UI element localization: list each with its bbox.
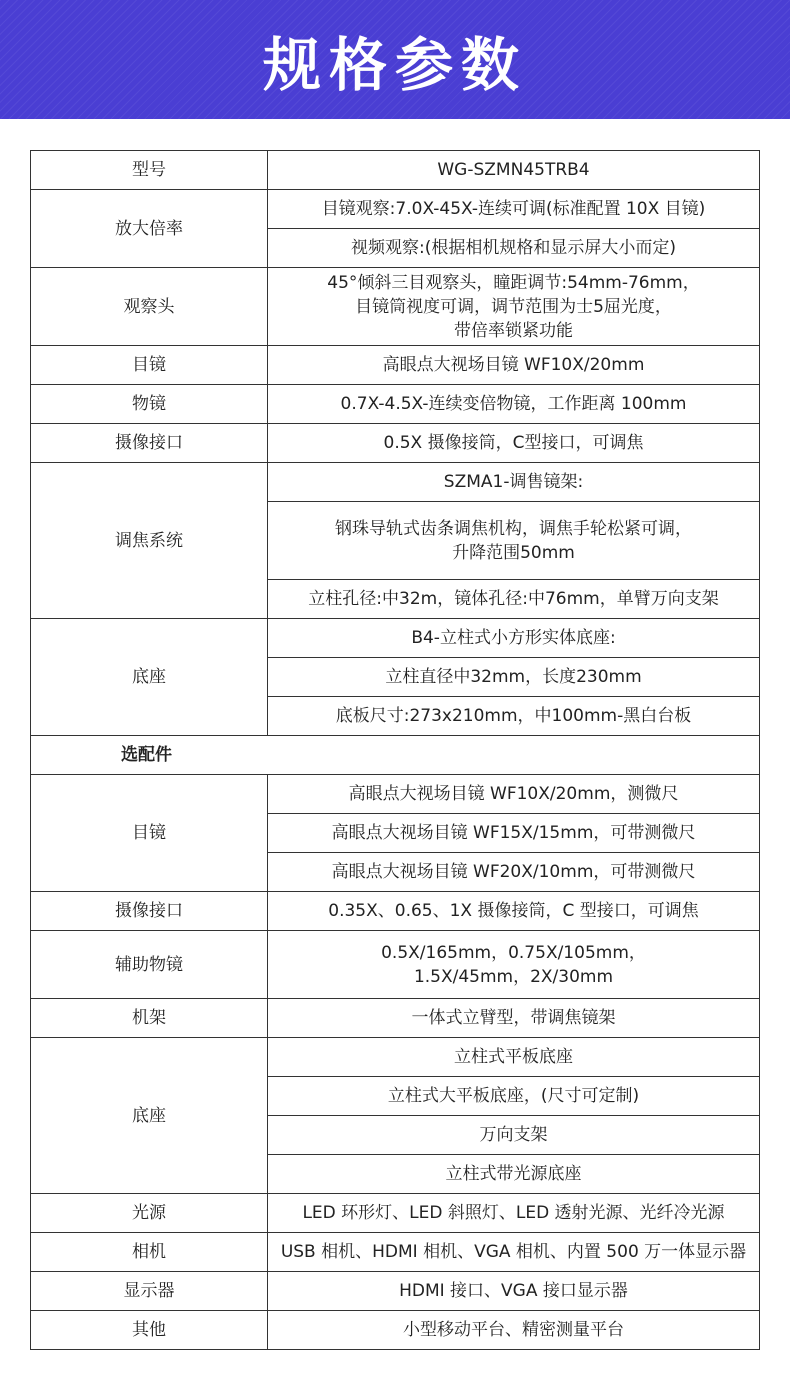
row-value-focus-1: SZMA1-调售镜架: [268, 463, 760, 502]
table-row [31, 424, 760, 463]
table-row [31, 775, 760, 814]
table-row [31, 268, 760, 346]
opt-value-display: HDMI 接口、VGA 接口显示器 [268, 1272, 760, 1311]
row-value-model: WG-SZMN45TRB4 [268, 151, 760, 190]
opt-value-base-1: 立柱式平板底座 [268, 1038, 760, 1077]
opt-label-light: 光源 [31, 1194, 268, 1233]
row-value-focus-2 [268, 502, 760, 580]
row-label-objective: 物镜 [31, 385, 268, 424]
table-row [31, 736, 760, 775]
row-value-camera-port: 0.5X 摄像接筒，C型接口，可调焦 [268, 424, 760, 463]
row-value-base-3: 底板尺寸:273x210mm，中100mm-黑白台板 [268, 697, 760, 736]
row-value-eyepiece: 高眼点大视场目镜 WF10X/20mm [268, 346, 760, 385]
table-row [31, 1311, 760, 1350]
table-row [31, 190, 760, 229]
row-label-model: 型号 [31, 151, 268, 190]
table-row [31, 1038, 760, 1077]
options-section-title: 选配件 [31, 736, 760, 775]
page-title: 规格参数 [262, 30, 527, 99]
opt-value-base-3: 万向支架 [268, 1116, 760, 1155]
aux-line-2: 1.5X/45mm，2X/30mm [413, 966, 614, 987]
spec-table [30, 150, 760, 1350]
row-value-magnification-2: 视频观察:(根据相机规格和显示屏大小而定) [268, 229, 760, 268]
row-value-base-1: B4-立柱式小方形实体底座: [268, 619, 760, 658]
opt-value-base-4: 立柱式带光源底座 [268, 1155, 760, 1194]
table-row [31, 999, 760, 1038]
row-value-magnification-1: 目镜观察:7.0X-45X-连续可调(标准配置 10X 目镜) [268, 190, 760, 229]
row-value-base-2: 立柱直径中32mm，长度230mm [268, 658, 760, 697]
table-row [31, 1233, 760, 1272]
opt-label-aux: 辅助物镜 [31, 931, 268, 999]
opt-label-camera-port: 摄像接口 [31, 892, 268, 931]
opt-label-display: 显示器 [31, 1272, 268, 1311]
row-label-focus: 调焦系统 [31, 463, 268, 619]
row-label-eyepiece: 目镜 [31, 346, 268, 385]
opt-label-other: 其他 [31, 1311, 268, 1350]
opt-value-aux [268, 931, 760, 999]
head-line-2: 目镜筒视度可调，调节范围为士5屈光度， [355, 296, 672, 317]
table-row [31, 151, 760, 190]
table-row [31, 931, 760, 999]
table-row [31, 385, 760, 424]
head-line-1: 45°倾斜三目观察头，瞳距调节:54mm-76mm， [327, 272, 700, 293]
table-row [31, 1194, 760, 1233]
row-label-camera-port: 摄像接口 [31, 424, 268, 463]
opt-value-other: 小型移动平台、精密测量平台 [268, 1311, 760, 1350]
row-value-focus-3: 立柱孔径:中32m，镜体孔径:中76mm，单臂万向支架 [268, 580, 760, 619]
opt-value-eyepiece-3: 高眼点大视场目镜 WF20X/10mm，可带测微尺 [268, 853, 760, 892]
opt-value-camera-port: 0.35X、0.65、1X 摄像接筒，C 型接口，可调焦 [268, 892, 760, 931]
table-row [31, 463, 760, 502]
opt-label-camera: 相机 [31, 1233, 268, 1272]
opt-value-light: LED 环形灯、LED 斜照灯、LED 透射光源、光纤冷光源 [268, 1194, 760, 1233]
focus-line-a: 钢珠导轨式齿条调焦机构，调焦手轮松紧可调， [335, 518, 692, 539]
opt-label-base: 底座 [31, 1038, 268, 1194]
row-label-magnification: 放大倍率 [31, 190, 268, 268]
table-row [31, 892, 760, 931]
head-line-3: 带倍率锁紧功能 [454, 320, 573, 341]
title-banner [0, 0, 790, 119]
opt-value-camera: USB 相机、HDMI 相机、VGA 相机、内置 500 万一体显示器 [268, 1233, 760, 1272]
aux-line-1: 0.5X/165mm，0.75X/105mm， [381, 942, 646, 963]
table-row [31, 619, 760, 658]
opt-value-stand: 一体式立臂型，带调焦镜架 [268, 999, 760, 1038]
row-value-head [268, 268, 760, 346]
opt-value-base-2: 立柱式大平板底座，(尺寸可定制) [268, 1077, 760, 1116]
opt-value-eyepiece-1: 高眼点大视场目镜 WF10X/20mm，测微尺 [268, 775, 760, 814]
row-value-objective: 0.7X-4.5X-连续变倍物镜，工作距离 100mm [268, 385, 760, 424]
table-row [31, 346, 760, 385]
table-row [31, 1272, 760, 1311]
opt-value-eyepiece-2: 高眼点大视场目镜 WF15X/15mm，可带测微尺 [268, 814, 760, 853]
row-label-base: 底座 [31, 619, 268, 736]
row-label-head: 观察头 [31, 268, 268, 346]
focus-line-b: 升降范围50mm [452, 542, 575, 563]
opt-label-eyepiece: 目镜 [31, 775, 268, 892]
opt-label-stand: 机架 [31, 999, 268, 1038]
